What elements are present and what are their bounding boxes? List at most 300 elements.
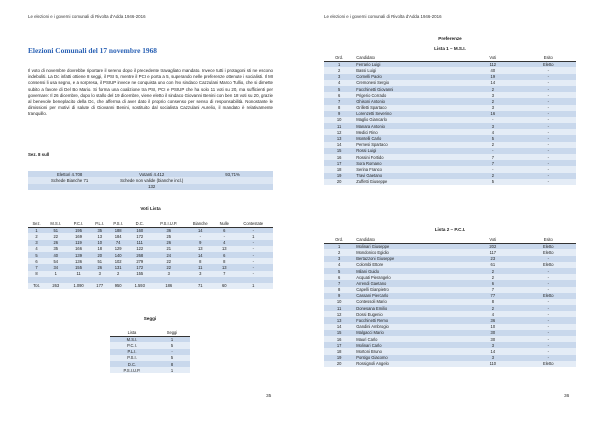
table-cell: - — [521, 348, 576, 354]
table-cell: 160 — [128, 227, 152, 233]
table-cell: - — [521, 166, 576, 172]
table-cell: 3 — [324, 74, 354, 80]
summary-row — [28, 171, 273, 177]
table-cell: 19 — [324, 173, 354, 179]
table-cell: 3 — [465, 342, 520, 348]
table-cell: 950 — [109, 283, 128, 289]
table-cell: Molinari Carlo — [354, 342, 465, 348]
table-cell: 4 — [215, 240, 234, 246]
table-cell: 139 — [66, 252, 90, 258]
table-cell: Eletto — [521, 361, 576, 367]
table-cell: Gandini Ambrogio — [354, 324, 465, 330]
table-cell: 2 — [465, 274, 520, 280]
column-header: Esito — [521, 55, 576, 61]
table-cell: 3 — [186, 271, 215, 277]
table-cell: - — [521, 305, 576, 311]
table-cell: - — [521, 256, 576, 262]
table-cell: Dossi Eugenio — [354, 311, 465, 317]
table-cell: P.C.I. — [110, 342, 154, 348]
running-header-right: Le elezioni e i governi comunali di Rivolta d'Adda 1946-2016 — [324, 14, 442, 19]
table-cell: Travi Gaetano — [354, 173, 465, 179]
body-paragraph: Il voto di novembre dovrebbe riportare il sereno dopo il precedente travagliato mandato. Invece tutti i protagoni sti ne escono indeboliti. La Dc infatti ottiene 8 seggi, il PSI 5, mentre il PCI e porta a 5, superando nelle preferenze ottenute i socialisti. Il MI consensi li usa segno, e a sorpresa, il PSIUP invece ne conquista uno con l'ex sindaco Cazzulani Marco Tullio, che si dimette subito a favore di Del Bo Mario. Si forma una coalizione tra PSI, PCI e PSIUP che ha solo 11 voti su 20, ma sufficienti per governare: Il 26 dicembre, dopo lo stallo del 19 dicembre, viene eletto il sindaco Giovanni Benini con ben 18 voti su 20, grazie al benevole beneplacito della Dc, che afferma di aver dato il proprio consenso per senso di responsabilità. Nonostante le dimissioni per motivi di salute di Giovanni Benini, sostituito dal socialista Cazzulani Aurelio, il mandato è relativamente tranquillo. — [28, 68, 273, 117]
table-cell: 1.593 — [128, 283, 152, 289]
table-cell: 2 — [324, 67, 354, 73]
table-cell: 155 — [128, 271, 152, 277]
column-header: Nulle — [215, 221, 234, 227]
table-cell: 9 — [324, 111, 354, 117]
table-cell: Colombi Ettore — [354, 262, 465, 268]
table-cell: 188 — [109, 227, 128, 233]
table-cell: 13 — [186, 246, 215, 252]
table-cell: 10 — [465, 324, 520, 330]
table-cell: - — [521, 299, 576, 305]
table-cell: 7 — [28, 264, 45, 270]
column-header: D.C. — [128, 221, 152, 227]
table-cell: 12 — [324, 129, 354, 135]
table-cell: Contessoli Mario — [354, 299, 465, 305]
table-cell: - — [215, 233, 234, 239]
table-cell: Capelli Gianpietro — [354, 287, 465, 293]
table-cell: 17 — [324, 160, 354, 166]
table-cell: Cremonesi Sergio — [354, 80, 465, 86]
table-cell: 2 — [465, 173, 520, 179]
table-cell: P.L.I. — [110, 349, 154, 355]
table-cell: 11 — [324, 123, 354, 129]
table-cell: - — [521, 154, 576, 160]
table-cell: Tot. — [28, 283, 45, 289]
table-cell: 8 — [28, 271, 45, 277]
table-cell: - — [521, 86, 576, 92]
table-cell: 19 — [465, 74, 520, 80]
seggi-table — [110, 330, 190, 373]
column-header: Bianche — [186, 221, 215, 227]
running-header-left: Le elezioni e i governi comunali di Rivolta d'Adda 1946-2016 — [28, 14, 146, 19]
table-cell: Mortoni Bruno — [354, 348, 465, 354]
table-cell: 5 — [465, 179, 520, 185]
table-cell: Manara Antonio — [354, 123, 465, 129]
table-cell: 111 — [128, 240, 152, 246]
table-cell: 22 — [152, 264, 186, 270]
table-cell: Montelli Carlo — [354, 135, 465, 141]
table-cell: 20 — [324, 179, 354, 185]
table-cell: - — [521, 123, 576, 129]
table-cell: 51 — [45, 227, 66, 233]
table-cell: 17 — [324, 342, 354, 348]
table-cell: Mondonico Egidio — [354, 249, 465, 255]
table-cell: Acquati Pierangelo — [354, 274, 465, 280]
table-cell: 8 — [324, 287, 354, 293]
table-cell: Bassi Luigi — [354, 67, 465, 73]
table-cell: 172 — [128, 233, 152, 239]
table-cell: - — [154, 349, 190, 355]
voti-lista-table — [28, 221, 273, 289]
table-cell: 1 — [45, 271, 66, 277]
table-cell: - — [234, 227, 273, 233]
table-cell: 6 — [28, 258, 45, 264]
table-cell: Eletto — [521, 262, 576, 268]
table-cell: - — [521, 67, 576, 73]
column-header: P.L.I. — [91, 221, 109, 227]
table-cell: - — [521, 179, 576, 185]
table-cell: 13 — [91, 233, 109, 239]
table-cell: - — [521, 173, 576, 179]
table-cell: 6 — [215, 252, 234, 258]
table-cell: 6 — [324, 274, 354, 280]
table-cell: 10 — [91, 240, 109, 246]
table-cell: 3 — [465, 355, 520, 361]
table-cell: 13 — [215, 264, 234, 270]
table-cell: 24 — [152, 252, 186, 258]
column-header: Ord. — [324, 237, 354, 243]
column-header: P.C.I. — [66, 221, 90, 227]
table-cell: D.C. — [110, 361, 154, 367]
voti-lista-title: Voti Lista — [140, 206, 161, 211]
table-cell: 3 — [465, 92, 520, 98]
table-cell: 5 — [324, 268, 354, 274]
table-cell: - — [186, 233, 215, 239]
lista-1-table — [324, 55, 576, 185]
table-cell: 3 — [28, 240, 45, 246]
table-cell: 11 — [66, 271, 90, 277]
column-header: Voti — [465, 237, 520, 243]
table-cell: 16 — [465, 111, 520, 117]
column-header: Ord. — [324, 55, 354, 61]
table-cell: 112 — [465, 61, 520, 67]
table-cell: 202 — [465, 243, 520, 249]
table-cell: 11 — [186, 264, 215, 270]
table-cell: Molinari Giuseppe — [354, 243, 465, 249]
table-cell: 2 — [324, 249, 354, 255]
table-cell: - — [465, 166, 520, 172]
table-cell: - — [521, 80, 576, 86]
page-number-right: 36 — [564, 394, 570, 399]
table-cell: Eletto — [521, 293, 576, 299]
table-cell: Pernesi Spartaco — [354, 142, 465, 148]
table-cell: 172 — [128, 264, 152, 270]
table-cell: 1 — [324, 243, 354, 249]
table-cell: 131 — [109, 264, 128, 270]
table-cell: - — [234, 258, 273, 264]
table-cell: 19 — [324, 355, 354, 361]
table-cell: 5 — [154, 355, 190, 361]
column-header: Lista — [110, 330, 154, 336]
lista-1-title: Lista 1 – M.S.I. — [434, 46, 466, 51]
table-cell: 140 — [109, 252, 128, 258]
schede-non-valide: Schede non valide (bianche incl.) — [111, 177, 192, 183]
table-cell: 35 — [91, 227, 109, 233]
table-cell: 18 — [324, 348, 354, 354]
table-cell: Zuffetti Giuseppe — [354, 179, 465, 185]
table-cell: 2 — [109, 271, 128, 277]
table-cell: 14 — [324, 142, 354, 148]
table-cell: Rossini Fortido — [354, 154, 465, 160]
table-cell: P.S.I.U.P. — [110, 367, 154, 373]
table-cell: 60 — [215, 283, 234, 289]
table-cell: 166 — [66, 246, 90, 252]
table-cell: - — [521, 324, 576, 330]
table-cell: 169 — [66, 233, 90, 239]
table-cell: 7 — [465, 287, 520, 293]
column-header: P.S.I. — [109, 221, 128, 227]
table-cell: 1.090 — [66, 283, 90, 289]
table-cell: 136 — [66, 258, 90, 264]
lista-2-title: Lista 2 – P.C.I. — [434, 227, 466, 232]
elettori: Elettori 4.708 — [28, 171, 111, 177]
table-cell: 35 — [45, 246, 66, 252]
page-number-left: 35 — [266, 394, 272, 399]
table-cell: 2 — [465, 268, 520, 274]
table-cell: 40 — [465, 67, 520, 73]
table-cell: 13 — [324, 135, 354, 141]
table-cell: 3 — [465, 123, 520, 129]
table-cell: 18 — [324, 166, 354, 172]
table-cell: 40 — [45, 252, 66, 258]
table-cell: Eletto — [521, 249, 576, 255]
right-page — [300, 0, 600, 424]
table-cell: 36 — [465, 317, 520, 323]
lista-2-table — [324, 237, 576, 367]
table-cell: Ghisoni Antonio — [354, 98, 465, 104]
table-cell: 129 — [109, 246, 128, 252]
table-cell: 122 — [128, 246, 152, 252]
summary-table — [28, 171, 273, 190]
table-cell: 14 — [465, 80, 520, 86]
table-cell: 2 — [465, 86, 520, 92]
table-cell: 12 — [324, 311, 354, 317]
table-cell: 7 — [324, 98, 354, 104]
table-cell: 177 — [91, 283, 109, 289]
table-cell: 268 — [128, 252, 152, 258]
table-cell: 9 — [186, 240, 215, 246]
table-cell: 25 — [152, 233, 186, 239]
table-cell: 5 — [465, 135, 520, 141]
column-header: Contestate — [234, 221, 273, 227]
table-cell: 14 — [186, 252, 215, 258]
table-cell: Rossi Luigi — [354, 148, 465, 154]
table-cell: 7 — [465, 160, 520, 166]
table-cell: 16 — [324, 154, 354, 160]
table-cell: Arrendi Gaetano — [354, 280, 465, 286]
table-cell: - — [521, 142, 576, 148]
table-cell: 5 — [154, 342, 190, 348]
table-cell: - — [521, 280, 576, 286]
table-cell: Prigerio Corrado — [354, 92, 465, 98]
table-cell: 279 — [128, 258, 152, 264]
table-row — [28, 283, 273, 289]
table-cell: Cornelli Paolo — [354, 74, 465, 80]
table-cell: Malgacci Mario — [354, 330, 465, 336]
table-cell: P.S.I. — [110, 355, 154, 361]
percentuale: 93,71% — [192, 171, 273, 177]
column-header: M.S.I. — [45, 221, 66, 227]
table-cell: 1 — [234, 283, 273, 289]
column-header: Seggi — [154, 330, 190, 336]
table-cell: 30 — [465, 336, 520, 342]
table-cell: - — [521, 355, 576, 361]
table-cell: 20 — [91, 252, 109, 258]
table-cell: 2 — [465, 142, 520, 148]
table-cell: 1 — [324, 61, 354, 67]
sections-label: Sez. 8 sull — [28, 152, 50, 157]
table-cell: Eletto — [521, 243, 576, 249]
table-cell: Eletto — [521, 61, 576, 67]
table-cell: - — [521, 117, 576, 123]
table-cell: 34 — [45, 264, 66, 270]
table-cell: 10 — [324, 299, 354, 305]
table-cell: Grilletti Spartaco — [354, 105, 465, 111]
table-cell: 4 — [324, 262, 354, 268]
table-cell: - — [234, 246, 273, 252]
table-row — [324, 361, 576, 367]
table-cell: 9 — [324, 293, 354, 299]
table-cell: Lorenzetti Severino — [354, 111, 465, 117]
table-cell: 110 — [465, 361, 520, 367]
table-cell: 3 — [324, 256, 354, 262]
table-cell: 6 — [465, 280, 520, 286]
votanti: Votanti 4.412 — [111, 171, 192, 177]
table-cell: - — [521, 342, 576, 348]
table-cell: M.S.I. — [110, 336, 154, 342]
table-cell: 195 — [66, 227, 90, 233]
table-cell: 6 — [215, 227, 234, 233]
table-cell: Facchinetti Remo — [354, 317, 465, 323]
table-cell: 7 — [215, 271, 234, 277]
table-cell: 2 — [465, 98, 520, 104]
table-cell: 16 — [324, 336, 354, 342]
table-cell: Facchinetti Giovanni — [354, 86, 465, 92]
table-cell: 13 — [324, 317, 354, 323]
table-cell: 186 — [152, 283, 186, 289]
table-cell: - — [234, 264, 273, 270]
table-cell: 1 — [154, 336, 190, 342]
table-cell: - — [465, 117, 520, 123]
table-cell: Maglio Giancarlo — [354, 117, 465, 123]
column-header: Candidato — [354, 55, 465, 61]
table-cell: - — [521, 336, 576, 342]
table-cell: 3 — [91, 271, 109, 277]
table-cell: - — [521, 92, 576, 98]
table-cell: 263 — [45, 283, 66, 289]
table-cell: 15 — [324, 148, 354, 154]
table-cell: 30 — [465, 330, 520, 336]
table-row — [110, 367, 190, 373]
table-cell: 1 — [154, 367, 190, 373]
table-cell: 1 — [234, 233, 273, 239]
table-cell: 10 — [324, 117, 354, 123]
table-cell: - — [521, 105, 576, 111]
summary-row — [28, 184, 273, 190]
table-cell: 155 — [66, 264, 90, 270]
table-cell: - — [521, 111, 576, 117]
table-cell: - — [234, 252, 273, 258]
table-cell: 4 — [465, 129, 520, 135]
table-cell: 18 — [91, 246, 109, 252]
column-header: Sez. — [28, 221, 45, 227]
column-header: Esito — [521, 237, 576, 243]
table-cell: 3 — [152, 271, 186, 277]
table-cell: 23 — [465, 256, 520, 262]
table-cell: 2 — [465, 305, 520, 311]
table-row — [324, 179, 576, 185]
table-cell: 22 — [152, 258, 186, 264]
table-cell: Rossignoli Angelo — [354, 361, 465, 367]
table-cell: 26 — [91, 264, 109, 270]
column-header: Voti — [465, 55, 520, 61]
table-cell: Milani Guido — [354, 268, 465, 274]
table-cell: - — [521, 98, 576, 104]
table-cell: 1 — [28, 227, 45, 233]
table-cell: 26 — [45, 240, 66, 246]
table-cell: 13 — [215, 246, 234, 252]
table-cell: Bertazzoni Giuseppe — [354, 256, 465, 262]
table-cell: 6 — [324, 92, 354, 98]
table-cell: - — [521, 160, 576, 166]
table-cell: - — [465, 148, 520, 154]
table-cell: Cassani Piercarlo — [354, 293, 465, 299]
table-cell: 4 — [28, 246, 45, 252]
table-cell: 8 — [215, 258, 234, 264]
table-cell: 61 — [465, 262, 520, 268]
column-header: Candidato — [354, 237, 465, 243]
table-cell: 11 — [324, 305, 354, 311]
table-cell: - — [521, 148, 576, 154]
table-cell: 21 — [152, 246, 186, 252]
table-cell: - — [521, 135, 576, 141]
table-cell: Mauri Carlo — [354, 336, 465, 342]
table-cell: - — [234, 271, 273, 277]
table-cell: 71 — [186, 283, 215, 289]
schede-bianche: Schede Bianche 71 — [28, 177, 111, 183]
table-cell: Donesana Emilio — [354, 305, 465, 311]
table-cell: Pontigo Giacomo — [354, 355, 465, 361]
table-cell: 7 — [465, 154, 520, 160]
seggi-title: Seggi — [143, 316, 157, 321]
table-cell: - — [521, 74, 576, 80]
table-cell: - — [521, 330, 576, 336]
table-cell: 117 — [465, 249, 520, 255]
table-cell: 5 — [28, 252, 45, 258]
table-cell: Sora Romano — [354, 160, 465, 166]
table-cell: 51 — [91, 258, 109, 264]
table-cell: - — [521, 268, 576, 274]
table-cell: 102 — [109, 258, 128, 264]
table-cell: 3 — [465, 105, 520, 111]
table-cell: 22 — [45, 233, 66, 239]
table-cell: 14 — [186, 227, 215, 233]
table-cell: - — [521, 317, 576, 323]
table-cell: 4 — [324, 80, 354, 86]
table-cell: Serina Franco — [354, 166, 465, 172]
table-cell: 8 — [154, 361, 190, 367]
table-cell: 119 — [66, 240, 90, 246]
table-cell: 26 — [152, 240, 186, 246]
section-title: Elezioni Comunali del 17 novembre 1968 — [28, 46, 157, 55]
table-cell: - — [521, 311, 576, 317]
schede-non-valide-num: 132 — [111, 184, 192, 190]
table-cell: 2 — [28, 233, 45, 239]
table-cell: - — [521, 129, 576, 135]
table-cell: 20 — [324, 361, 354, 367]
table-cell: Ferrario Luigi — [354, 61, 465, 67]
table-cell: 5 — [324, 86, 354, 92]
preferenze-title: Preferenze — [438, 36, 462, 41]
table-cell: 7 — [324, 280, 354, 286]
table-cell: 77 — [465, 293, 520, 299]
table-cell: 4 — [465, 311, 520, 317]
table-cell: 8 — [186, 258, 215, 264]
table-cell: - — [521, 287, 576, 293]
table-cell: Medici Rino — [354, 129, 465, 135]
